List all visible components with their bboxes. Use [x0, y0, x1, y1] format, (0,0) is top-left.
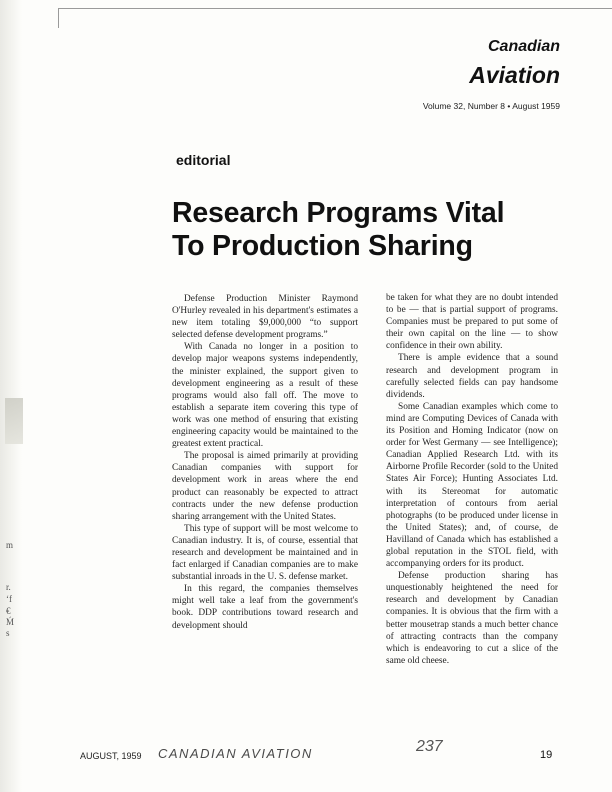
handwritten-note: CANADIAN AVIATION: [158, 746, 313, 761]
paragraph: Some Canadian examples which come to mind are Computing Devices of Canada with its Position and Homing Indicator (now on order for West Germany — see Intelligence); Canadian Applied Research Ltd. with its Airborne Profile Recorder (sold to the United States Air Force); Hunting Associates Ltd. with its Stereomat for automatic interpretation of contours from aerial photographs (to be produced under license in the United States); and, of course, de Havilland of Canada which has established a global reputation in the STOL field, with accompanying orders for its product.: [386, 401, 558, 570]
paragraph: be taken for what they are no doubt intended to be — that is partial support of programs. Companies must be prepared to put some of their own capital on the line — to show confidence in their own ability.: [386, 293, 558, 352]
margin-mark: €: [6, 606, 11, 616]
masthead-canadian: Canadian: [487, 38, 560, 55]
masthead-aviation: Aviation: [469, 62, 560, 88]
page-edge-line: [58, 8, 612, 9]
handwritten-number: 237: [416, 738, 443, 755]
headline: [172, 197, 572, 263]
binding-shadow: [0, 0, 22, 792]
paragraph: Defense production sharing has unquestionably heightened the need for research and development by Canadian companies. It is obvious that the firm with a better mousetrap stands a much better chance of attracting contracts than the company which is endeavoring to cut a slice of the same old cheese.: [386, 571, 558, 666]
paragraph: In this regard, the companies themselves might well take a leaf from the government's book. DDP contributions toward research and development should: [172, 584, 358, 631]
margin-mark: s: [6, 628, 10, 638]
paragraph: This type of support will be most welcome to Canadian industry. It is, of course, essential that research and development be maintained and in fact enlarged if Canadian companies are to make substantial inroads in the U. S. defense market.: [172, 523, 358, 583]
margin-mark: m: [6, 540, 14, 550]
scan-smudge: [5, 398, 23, 444]
paragraph: The proposal is aimed primarily at providing Canadian companies with support for development work in areas where the end product can reasonably be expected to attract contracts under the new defense production sharing arrangement with the United States.: [172, 451, 358, 522]
left-column: [172, 293, 358, 632]
headline-line-2: To Production Sharing: [172, 230, 473, 262]
margin-mark: r.: [6, 582, 11, 592]
section-label: editorial: [176, 152, 231, 168]
paragraph: Defense Production Minister Raymond O'Hurley revealed in his department's estimates a new item totaling $9,000,000 “to support selected defense development programs.”: [172, 294, 358, 341]
right-column: [386, 292, 558, 667]
issue-info: Volume 32, Number 8 • August 1959: [422, 101, 560, 111]
paragraph: There is ample evidence that a sound research and development program in carefully selected fields can pay handsome dividends.: [386, 353, 558, 400]
headline-line-1: Research Programs Vital: [172, 197, 505, 229]
margin-mark: ‘f: [6, 594, 12, 604]
page-number: 19: [540, 749, 553, 761]
margin-mark: Ḿ: [6, 617, 15, 627]
footer-date: AUGUST, 1959: [80, 751, 142, 761]
paragraph: With Canada no longer in a position to develop major weapons systems independently, the minister explained, the support given to development engineering as a result of these programs would also fall off. The move to establish a separate item covering this type of work was one method of ensuring that existing engineering capacity would be maintained to the greatest extent practical.: [172, 342, 358, 450]
page-edge-corner: [58, 8, 59, 28]
